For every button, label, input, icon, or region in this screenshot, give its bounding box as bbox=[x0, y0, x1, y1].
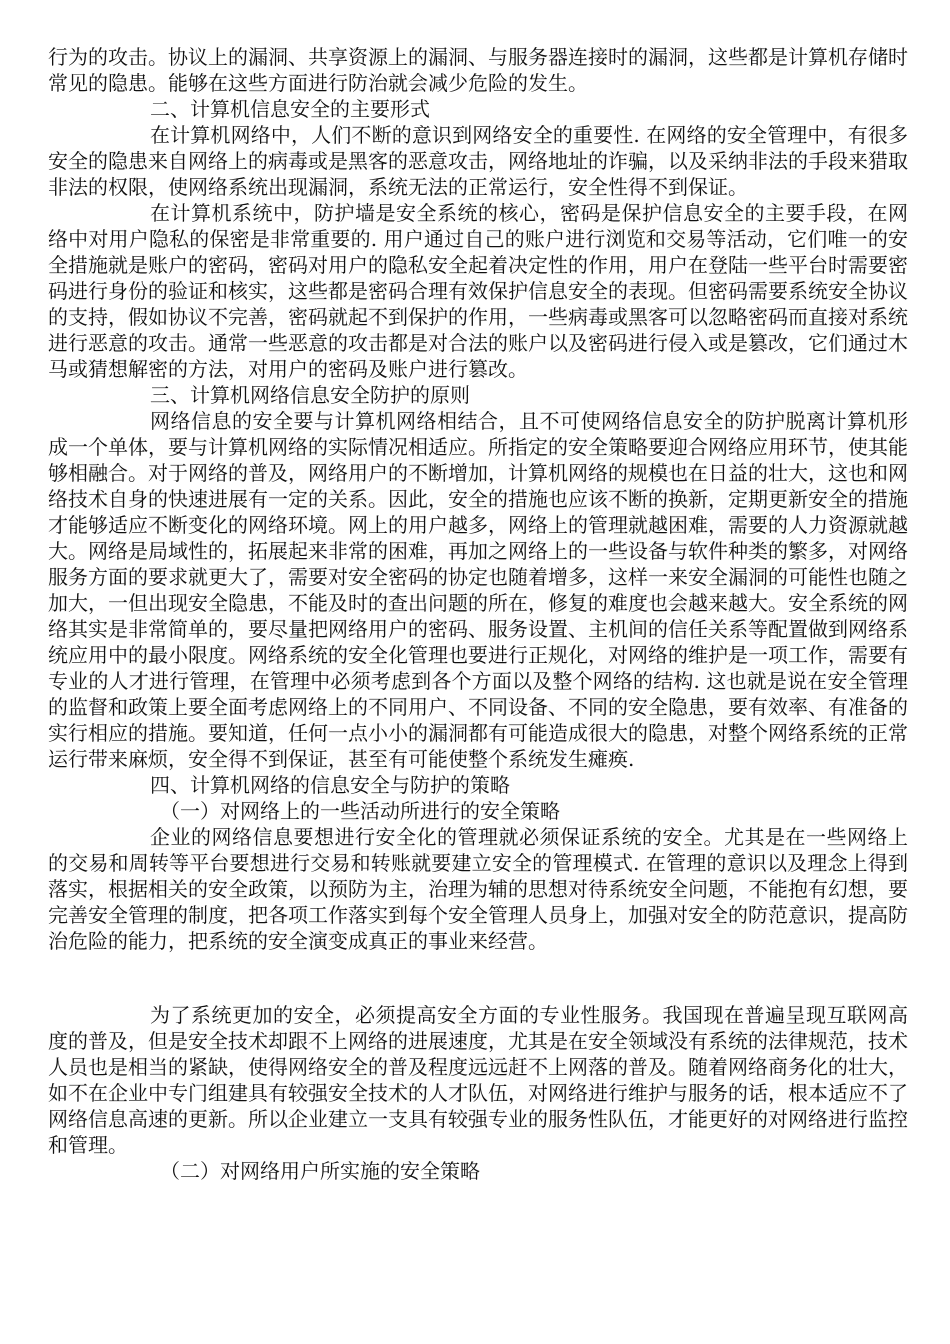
paragraph-body: 在计算机系统中，防护墙是安全系统的核心，密码是保护信息安全的主要手段，在网络中对用户隐私的保密是非常重要的. 用户通过自己的账户进行浏览和交易等活动，它们唯一的安全措施就是账户的密码，密码对用户的隐私安全起着决定性的作用，用户在登陆一些平台时需要密码进行身份的验证和核实，这些都是密码合理有效保护信息安全的表现。但密码需要系统安全协议的支持，假如协议不完善，密码就起不到保护的作用，一些病毒或黑客可以忽略密码而直接对系统进行恶意的攻击。通常一些恶意的攻击都是对合法的账户以及密码进行侵入或是篡改，它们通过木马或猜想解密的方法，对用户的密码及账户进行篡改。 bbox=[48, 201, 908, 381]
subsection-heading-2: （二）对网络用户所实施的安全策略 bbox=[160, 1159, 480, 1183]
section-heading-2: 二、计算机信息安全的主要形式 bbox=[150, 97, 430, 121]
paragraph-body: 企业的网络信息要想进行安全化的管理就必须保证系统的安全。尤其是在一些网络上的交易和周转等平台要想进行交易和转账就要建立安全的管理模式. 在管理的意识以及理念上得到落实，根据相关的安全政策，以预防为主，治理为辅的思想对待系统安全问题，不能抱有幻想，要完善安全管理的制度，把各项工作落实到每个安全管理人员身上，加强对安全的防范意识，提高防治危险的能力，把系统的安全演变成真正的事业来经营。 bbox=[48, 825, 908, 953]
section-heading-4: 四、计算机网络的信息安全与防护的策略 bbox=[150, 773, 510, 797]
paragraph-body: 网络信息的安全要与计算机网络相结合，且不可使网络信息安全的防护脱离计算机形成一个单体，要与计算机网络的实际情况相适应。所指定的安全策略要迎合网络应用环节，使其能够相融合。对于网络的普及，网络用户的不断增加，计算机网络的规模也在日益的壮大，这也和网络技术自身的快速进展有一定的关系。因此，安全的措施也应该不断的换新，定期更新安全的措施才能够适应不断变化的网络环境。网上的用户越多，网络上的管理就越困难，需要的人力资源就越大。网络是局域性的，拓展起来非常的困难，再加之网络上的一些设备与软件种类的繁多，对网络服务方面的要求就更大了，需要对安全密码的协定也随着增多，这样一来安全漏洞的可能性也随之加大，一但出现安全隐患，不能及时的查出问题的所在，修复的难度也会越来越大。安全系统的网络其实是非常简单的，要尽量把网络用户的密码、服务设置、主机间的信任关系等配置做到网络系统应用中的最小限度。网络系统的安全化管理也要进行正规化，对网络的维护是一项工作，需要有专业的人才进行管理，在管理中必须考虑到各个方面以及整个网络的结构. 这也就是说在安全管理的监督和政策上要全面考虑网络上的不同用户、不同设备、不同的安全隐患，要有效率、有准备的实行相应的措施。要知道，任何一点小小的漏洞都有可能造成很大的隐患，对整个网络系统的正常运行带来麻烦，安全得不到保证，甚至有可能使整个系统发生瘫痪. bbox=[48, 409, 908, 771]
subsection-heading-1: （一）对网络上的一些活动所进行的安全策略 bbox=[160, 799, 560, 823]
paragraph-body: 在计算机网络中，人们不断的意识到网络安全的重要性. 在网络的安全管理中，有很多安全的隐患来自网络上的病毒或是黑客的恶意攻击，网络地址的诈骗，以及采纳非法的手段来猎取非法的权限，使网络系统出现漏洞，系统无法的正常运行，安全性得不到保证。 bbox=[48, 123, 908, 199]
paragraph-continuation: 行为的攻击。协议上的漏洞、共享资源上的漏洞、与服务器连接时的漏洞，这些都是计算机存储时常见的隐患。能够在这些方面进行防治就会减少危险的发生。 bbox=[48, 45, 908, 95]
paragraph-gap bbox=[48, 954, 908, 1002]
document-page bbox=[48, 44, 908, 1184]
section-heading-3: 三、计算机网络信息安全防护的原则 bbox=[150, 383, 470, 407]
paragraph-body: 为了系统更加的安全，必须提高安全方面的专业性服务。我国现在普遍呈现互联网高度的普及，但是安全技术却跟不上网络的进展速度，尤其是在安全领域没有系统的法律规范，技术人员也是相当的紧缺，使得网络安全的普及程度远远赶不上网落的普及。随着网络商务化的壮大，如不在企业中专门组建具有较强安全技术的人才队伍，对网络进行维护与服务的话，根本适应不了网络信息高速的更新。所以企业建立一支具有较强专业的服务性队伍，才能更好的对网络进行监控和管理。 bbox=[48, 1003, 908, 1157]
